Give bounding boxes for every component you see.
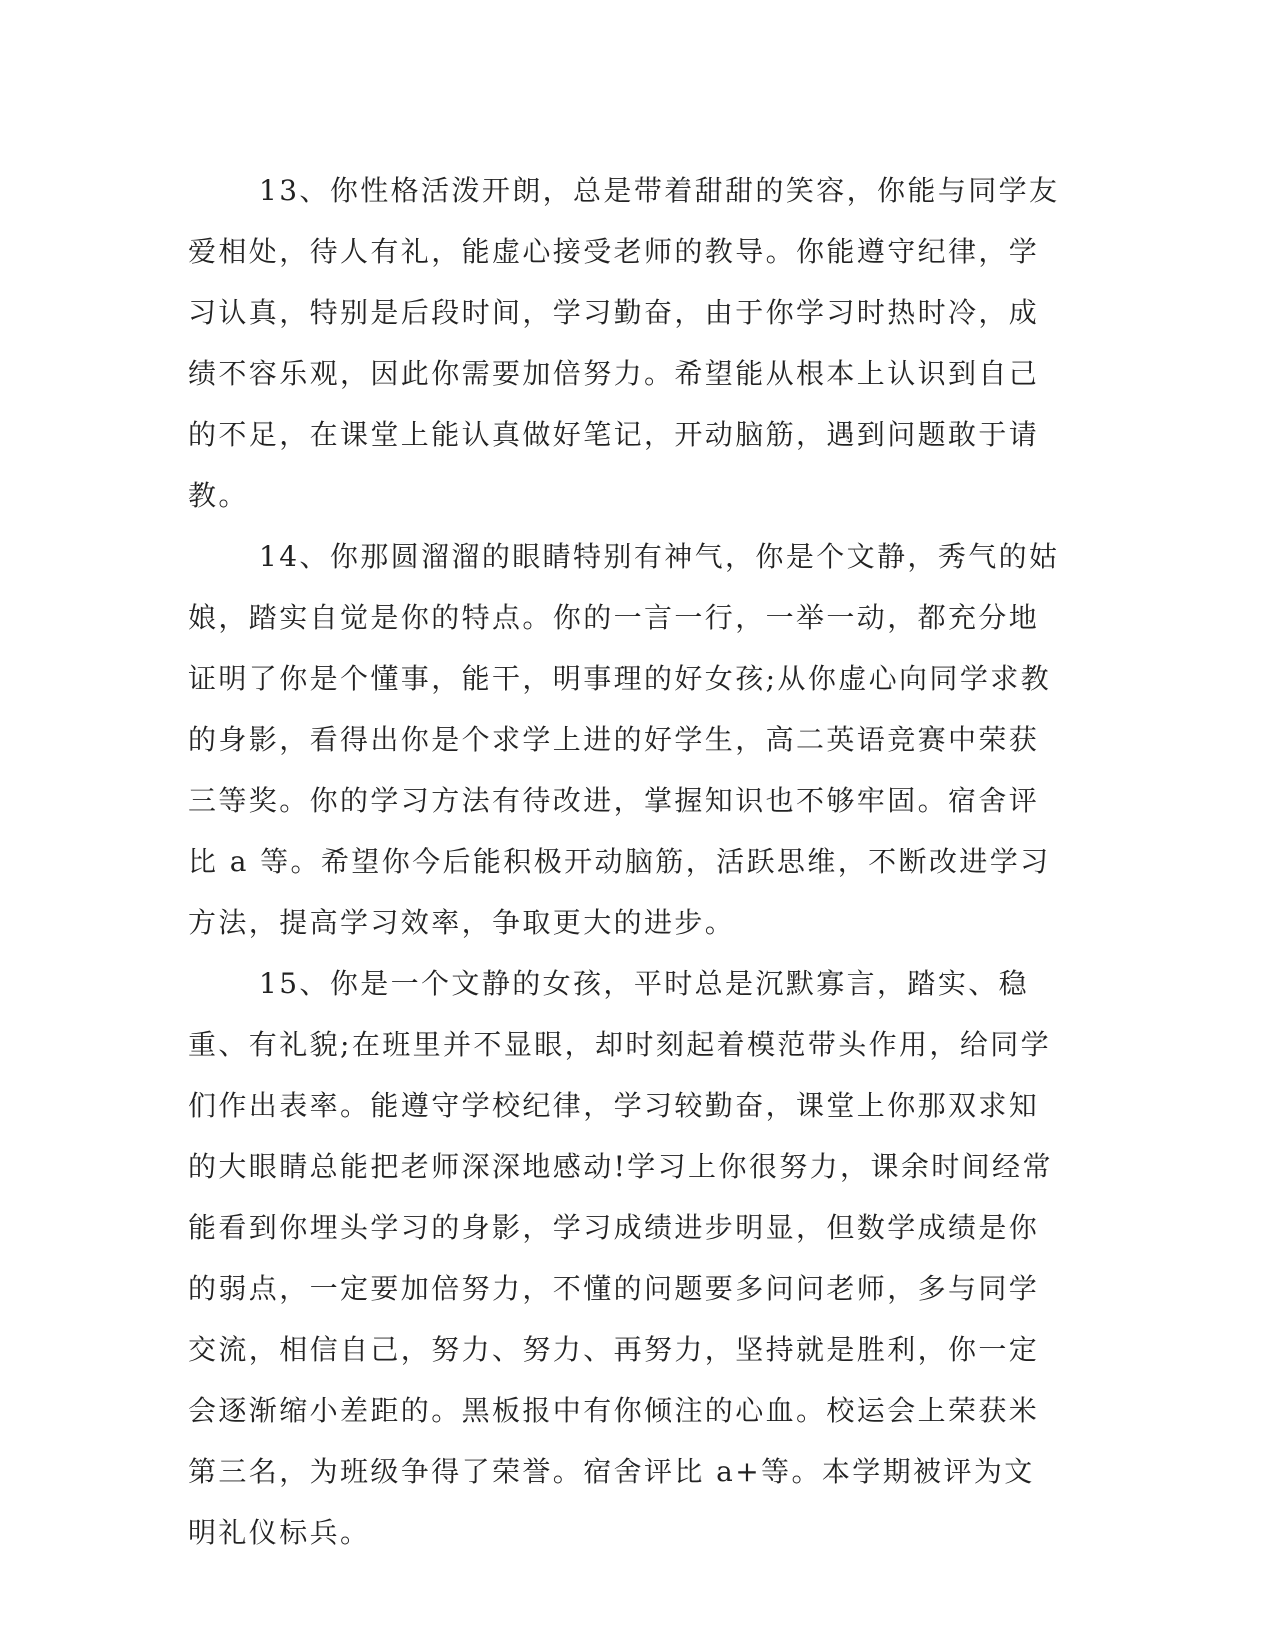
paragraph-15: 15、你是一个文静的女孩，平时总是沉默寡言，踏实、稳重、有礼貌;在班里并不显眼，却时刻起着模范带头作用，给同学们作出表率。能遵守学校纪律，学习较勤奋，课堂上你那双求知的大眼睛总能把老师深深地感动!学习上你很努力，课余时间经常能看到你埋头学习的身影，学习成绩进步明显，但数学成绩是你的弱点，一定要加倍努力，不懂的问题要多问问老师，多与同学交流，相信自己，努力、努力、再努力，坚持就是胜利，你一定会逐渐缩小差距的。黑板报中有你倾注的心血。校运会上荣获米第三名，为班级争得了荣誉。宿舍评比 a+等。本学期被评为文明礼仪标兵。 — [188, 967, 1053, 1549]
document-body — [188, 160, 1063, 1563]
paragraph-13: 13、你性格活泼开朗，总是带着甜甜的笑容，你能与同学友爱相处，待人有礼，能虚心接受老师的教导。你能遵守纪律，学习认真，特别是后段时间，学习勤奋，由于你学习时热时冷，成绩不容乐观，因此你需要加倍努力。希望能从根本上认识到自己的不足，在课堂上能认真做好笔记，开动脑筋，遇到问题敢于请教。 — [188, 174, 1060, 512]
paragraph-14: 14、你那圆溜溜的眼睛特别有神气，你是个文静，秀气的姑娘，踏实自觉是你的特点。你的一言一行，一举一动，都充分地证明了你是个懂事，能干，明事理的好女孩;从你虚心向同学求教的身影，看得出你是个求学上进的好学生，高二英语竞赛中荣获三等奖。你的学习方法有待改进，掌握知识也不够牢固。宿舍评比 a 等。希望你今后能积极开动脑筋，活跃思维，不断改进学习方法，提高学习效率，争取更大的进步。 — [188, 540, 1060, 939]
